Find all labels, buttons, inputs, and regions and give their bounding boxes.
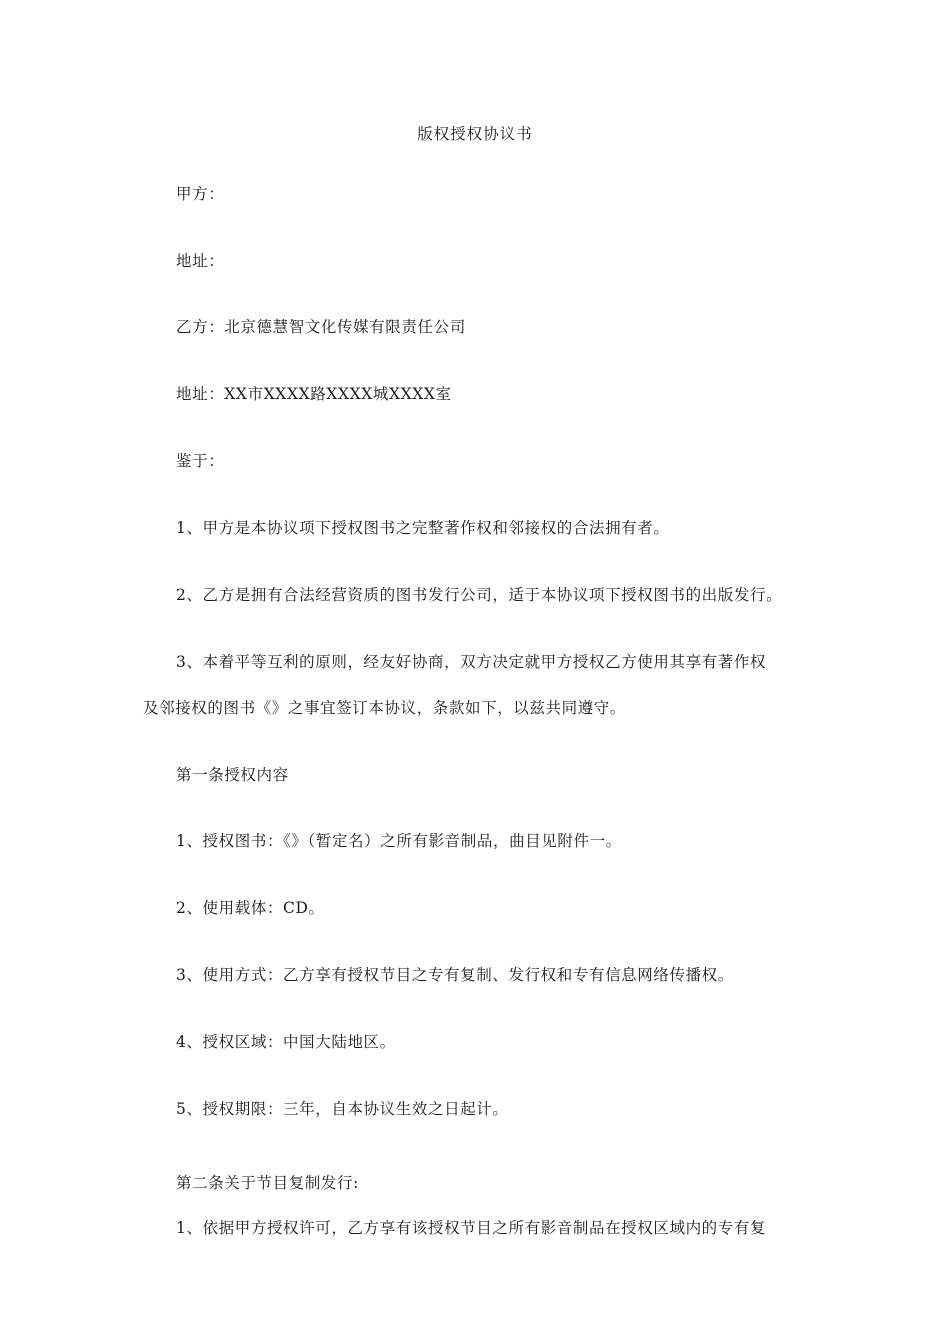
article2-heading: 第二条关于节目复制发行: bbox=[176, 1174, 359, 1192]
party-b-line: 乙方：北京德慧智文化传媒有限责任公司 bbox=[176, 318, 466, 336]
document-title: 版权授权协议书 bbox=[417, 125, 533, 143]
party-b-address-line: 地址：XX市XXXX路XXXX城XXXX室 bbox=[176, 385, 452, 403]
party-a-label: 甲方： bbox=[176, 185, 225, 203]
whereas-heading: 鉴于： bbox=[176, 452, 225, 470]
article1-item: 2、使用载体：CD。 bbox=[176, 899, 325, 917]
whereas-item: 2、乙方是拥有合法经营资质的图书发行公司，适于本协议项下授权图书的出版发行。 bbox=[176, 586, 783, 604]
whereas-item-continuation: 及邻接权的图书《》之事宜签订本协议，条款如下，以兹共同遵守。 bbox=[143, 699, 627, 717]
whereas-item: 3、本着平等互利的原则，经友好协商，双方决定就甲方授权乙方使用其享有著作权 bbox=[176, 653, 767, 671]
party-a-address-label: 地址： bbox=[176, 252, 225, 270]
article1-item: 4、授权区域：中国大陆地区。 bbox=[176, 1033, 396, 1051]
article1-item: 1、授权图书：《》（暂定名）之所有影音制品，曲目见附件一。 bbox=[176, 832, 622, 850]
article2-item: 1、依据甲方授权许可，乙方享有该授权节目之所有影音制品在授权区域内的专有复 bbox=[176, 1219, 767, 1237]
whereas-item: 1、甲方是本协议项下授权图书之完整著作权和邻接权的合法拥有者。 bbox=[176, 519, 670, 537]
article1-heading: 第一条授权内容 bbox=[176, 766, 289, 784]
article1-item: 5、授权期限：三年，自本协议生效之日起计。 bbox=[176, 1100, 509, 1118]
article1-item: 3、使用方式：乙方享有授权节目之专有复制、发行权和专有信息网络传播权。 bbox=[176, 966, 734, 984]
